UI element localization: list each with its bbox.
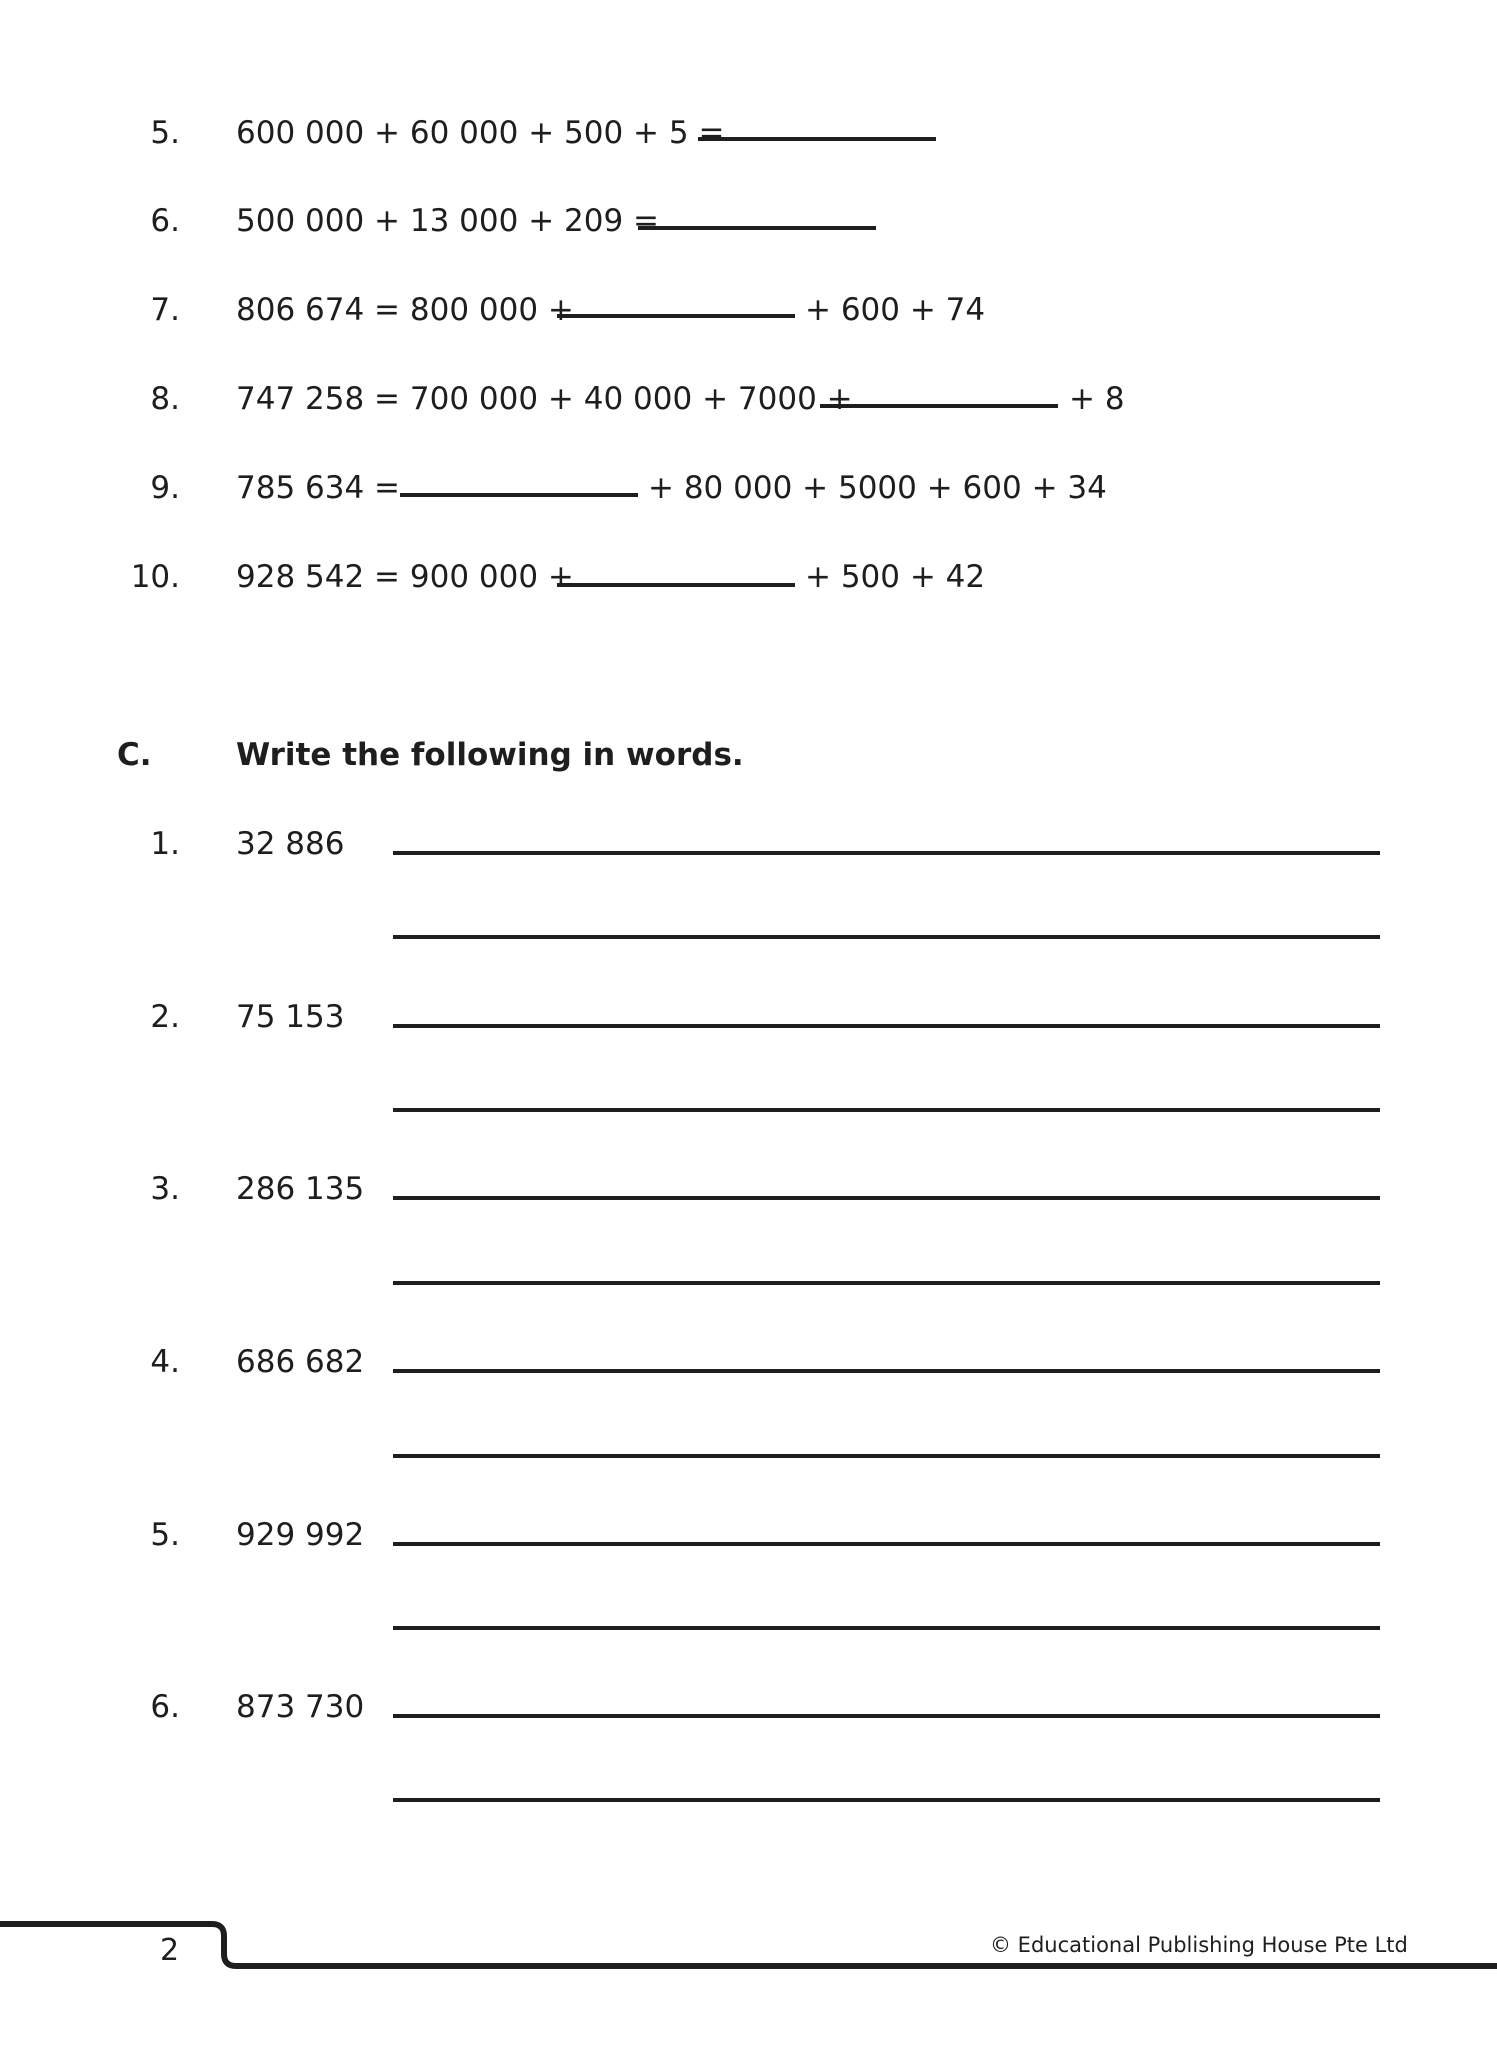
number-to-write: 32 886	[236, 826, 345, 862]
answer-line[interactable]	[393, 1196, 1380, 1200]
equation-text: + 8	[1069, 381, 1125, 417]
copyright-text: © Educational Publishing House Pte Ltd	[990, 1933, 1408, 1957]
equation-text: + 500 + 42	[805, 559, 986, 595]
answer-blank[interactable]	[557, 314, 795, 318]
answer-blank[interactable]	[638, 226, 876, 230]
question-number: 2.	[150, 999, 180, 1035]
answer-line[interactable]	[393, 1798, 1380, 1802]
equation-text: 785 634 =	[236, 470, 401, 506]
answer-blank[interactable]	[400, 493, 638, 497]
page-number: 2	[160, 1933, 180, 1968]
equation-text: 747 258 = 700 000 + 40 000 + 7000 +	[236, 381, 853, 417]
equation-text: 500 000 + 13 000 + 209 =	[236, 203, 660, 239]
answer-line[interactable]	[393, 1454, 1380, 1458]
answer-line[interactable]	[393, 1542, 1380, 1546]
answer-line[interactable]	[393, 935, 1380, 939]
question-number: 9.	[150, 470, 180, 506]
answer-line[interactable]	[393, 1714, 1380, 1718]
equation-text: + 80 000 + 5000 + 600 + 34	[648, 470, 1107, 506]
number-to-write: 929 992	[236, 1517, 365, 1553]
question-number: 3.	[150, 1171, 180, 1207]
answer-line[interactable]	[393, 851, 1380, 855]
question-number: 4.	[150, 1344, 180, 1380]
section-letter: C.	[117, 737, 152, 773]
answer-line[interactable]	[393, 1024, 1380, 1028]
number-to-write: 75 153	[236, 999, 345, 1035]
section-instruction: Write the following in words.	[236, 737, 744, 773]
number-to-write: 873 730	[236, 1689, 365, 1725]
number-to-write: 286 135	[236, 1171, 365, 1207]
question-number: 7.	[150, 292, 180, 328]
equation-text: + 600 + 74	[805, 292, 986, 328]
question-number: 5.	[150, 115, 180, 151]
equation-text: 806 674 = 800 000 +	[236, 292, 574, 328]
question-number: 1.	[150, 826, 180, 862]
question-number: 8.	[150, 381, 180, 417]
equation-text: 600 000 + 60 000 + 500 + 5 =	[236, 115, 725, 151]
answer-blank[interactable]	[698, 137, 936, 141]
equation-text: 928 542 = 900 000 +	[236, 559, 574, 595]
number-to-write: 686 682	[236, 1344, 365, 1380]
answer-blank[interactable]	[557, 583, 795, 587]
question-number: 6.	[150, 203, 180, 239]
answer-blank[interactable]	[820, 404, 1058, 408]
answer-line[interactable]	[393, 1108, 1380, 1112]
answer-line[interactable]	[393, 1626, 1380, 1630]
question-number: 10.	[130, 559, 180, 595]
answer-line[interactable]	[393, 1369, 1380, 1373]
answer-line[interactable]	[393, 1281, 1380, 1285]
question-number: 5.	[150, 1517, 180, 1553]
question-number: 6.	[150, 1689, 180, 1725]
